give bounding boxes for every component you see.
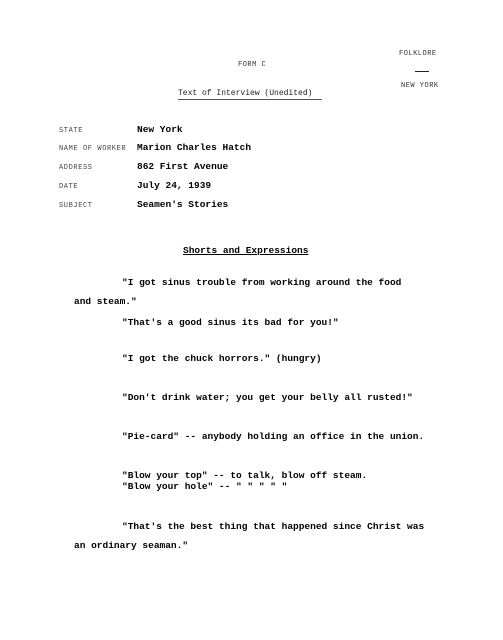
field-label-worker: NAME OF WORKER — [59, 145, 127, 153]
text-of-interview: Text of Interview (Unedited) — [178, 89, 313, 98]
entry-1-line-1: "I got sinus trouble from working around the food — [122, 277, 402, 288]
entry-5: "Pie-card" -- anybody holding an office in the union. — [122, 431, 425, 442]
header-dash — [415, 71, 429, 72]
entry-2: "That's a good sinus its bad for you!" — [122, 317, 339, 328]
field-value-date: July 24, 1939 — [137, 180, 212, 191]
field-value-state: New York — [137, 124, 183, 135]
folklore-label: FOLKLORE — [399, 50, 437, 58]
field-label-state: STATE — [59, 127, 84, 135]
form-label: FORM C — [238, 61, 267, 69]
entry-7-line-2: an ordinary seaman." — [74, 540, 189, 551]
entry-7-line-1: "That's the best thing that happened since Christ was — [122, 521, 425, 532]
entry-1-line-2: and steam." — [74, 296, 137, 307]
field-value-subject: Seamen's Stories — [137, 199, 229, 210]
entry-3: "I got the chuck horrors." (hungry) — [122, 353, 322, 364]
field-label-date: DATE — [59, 183, 79, 191]
entry-6-line-2: "Blow your hole" -- " " " " " — [122, 481, 288, 492]
state-header-right: NEW YORK — [401, 82, 439, 90]
field-label-address: ADDRESS — [59, 164, 93, 172]
field-label-subject: SUBJECT — [59, 202, 93, 210]
field-value-address: 862 First Avenue — [137, 161, 229, 172]
section-title: Shorts and Expressions — [183, 245, 309, 256]
field-value-worker: Marion Charles Hatch — [137, 142, 252, 153]
interview-underline — [178, 99, 322, 100]
entry-6-line-1: "Blow your top" -- to talk, blow off steam. — [122, 470, 368, 481]
entry-4: "Don't drink water; you get your belly all rusted!" — [122, 392, 413, 403]
